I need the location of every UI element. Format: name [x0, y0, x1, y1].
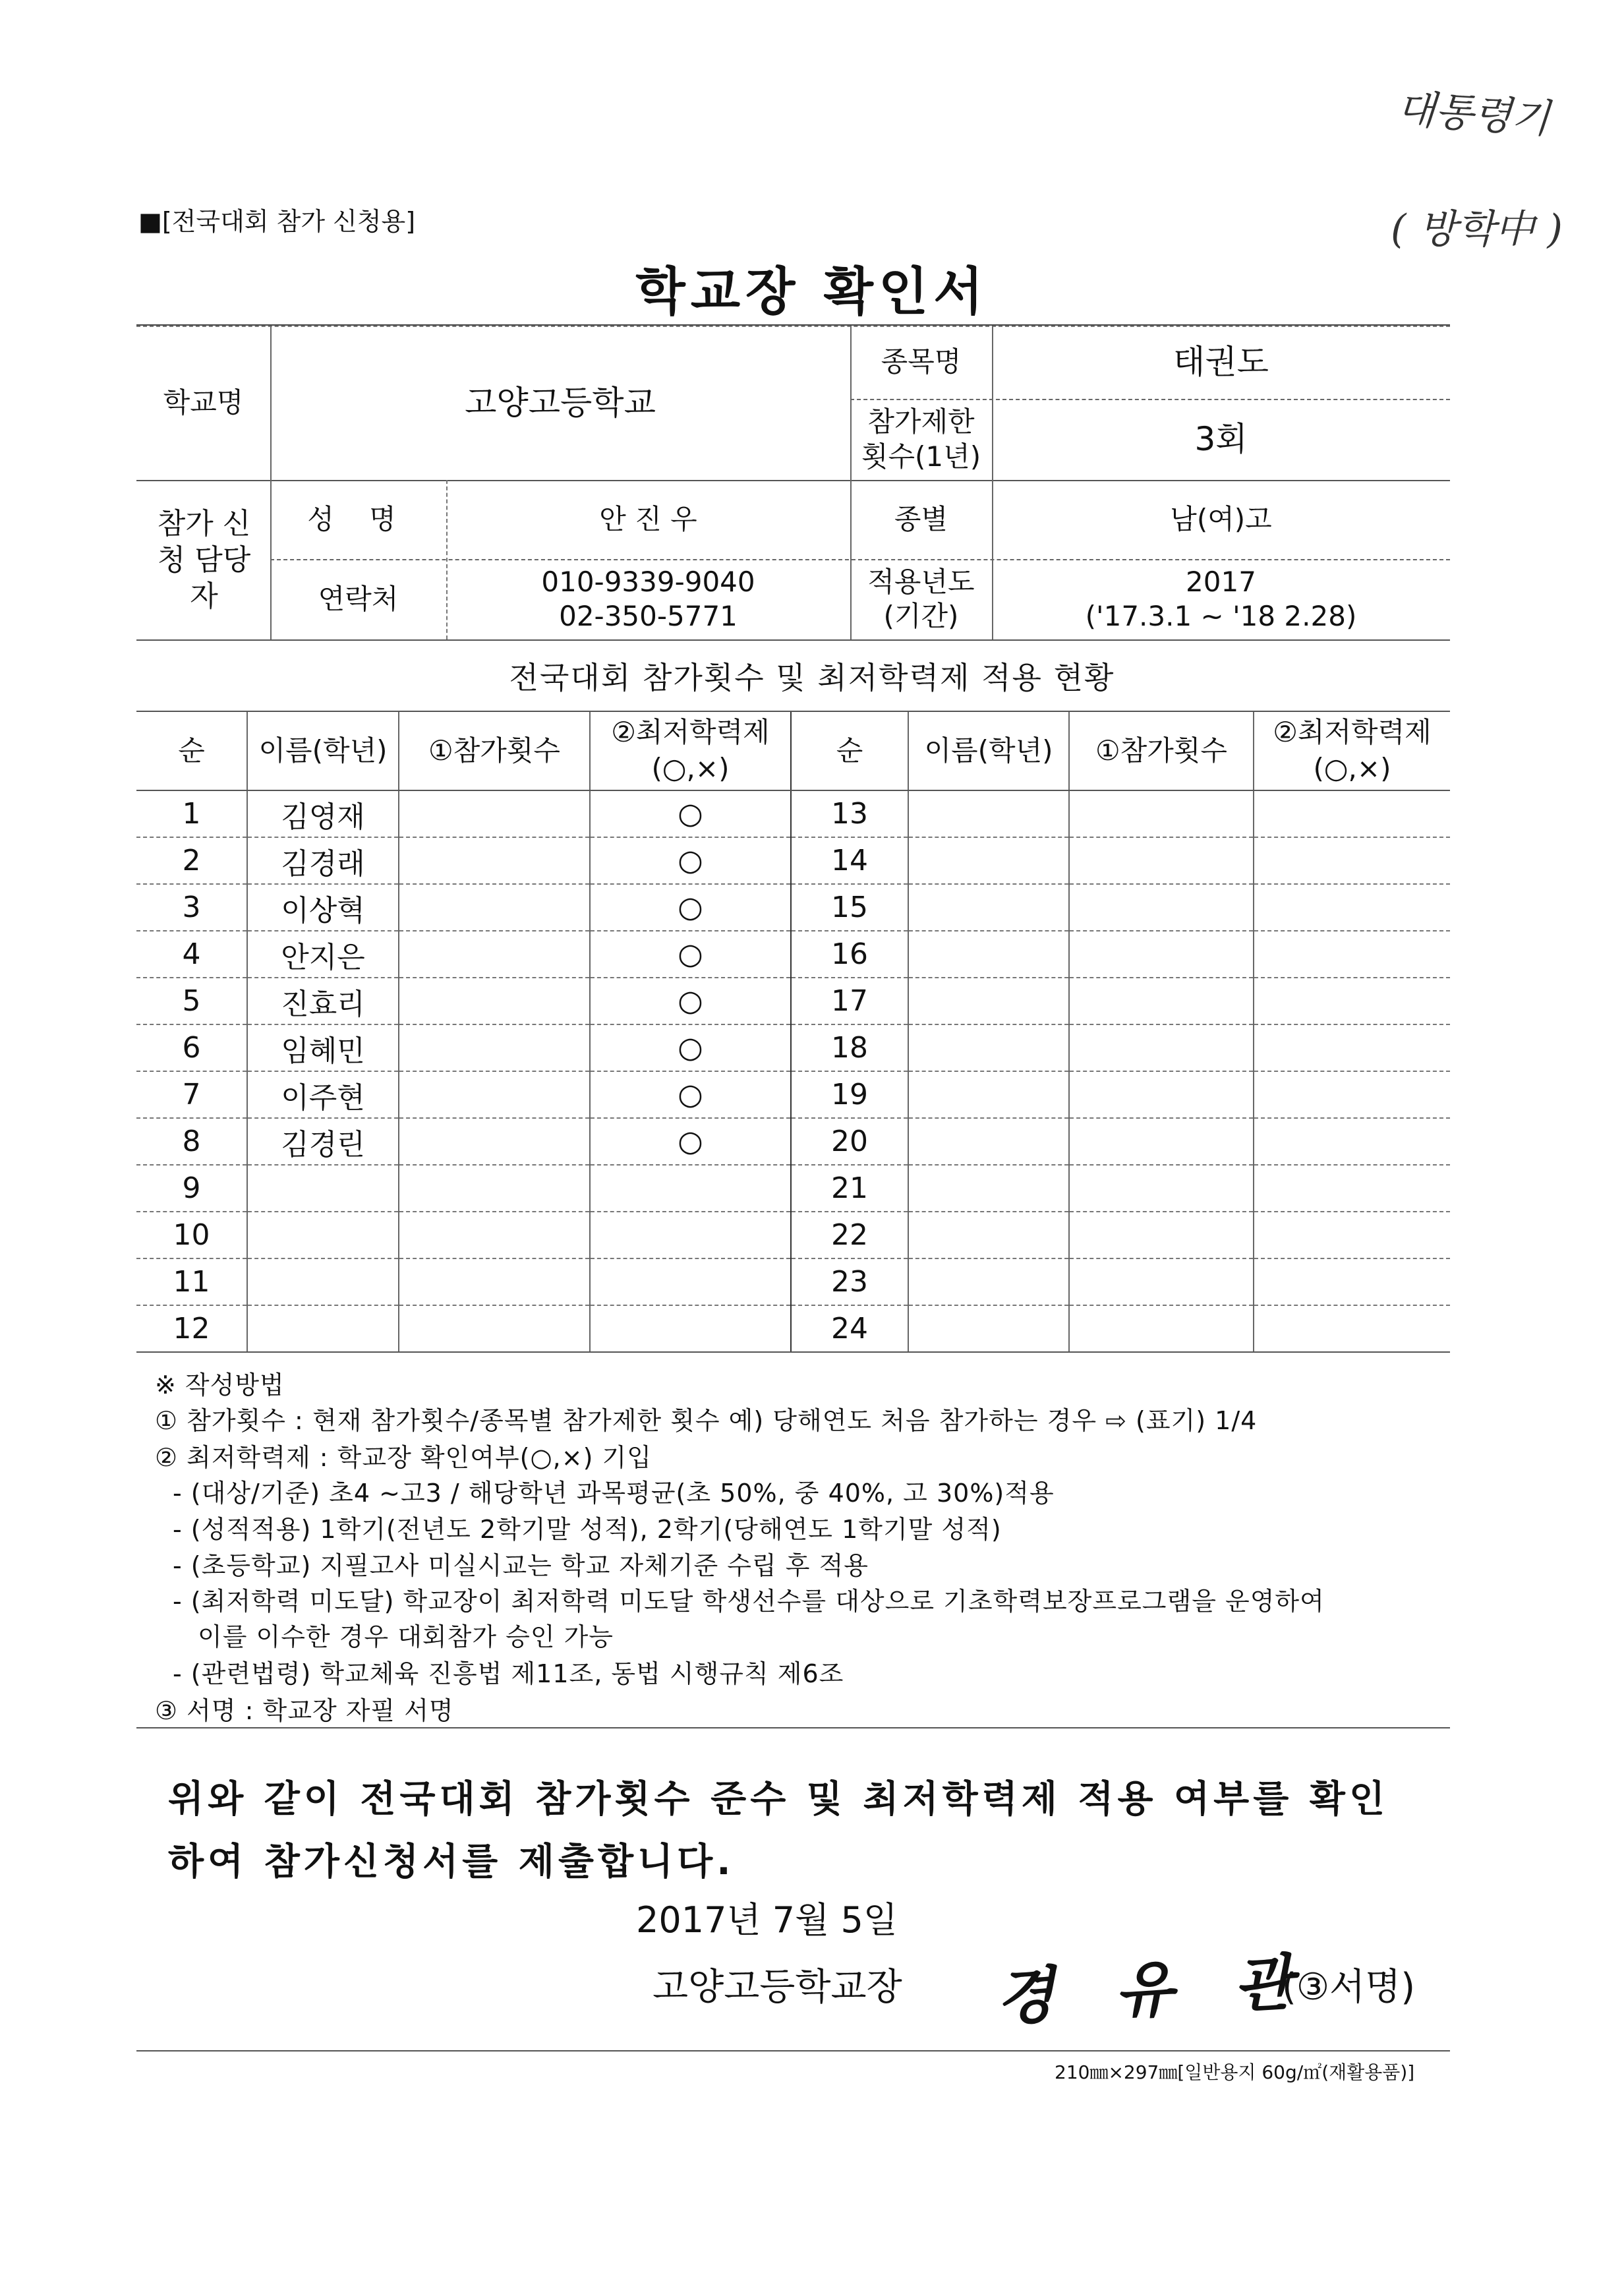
instruction-subitem: - (최저학력 미도달) 학교장이 최저학력 미도달 학생선수를 대상으로 기초학력보장프로그램을 운영하여 [173, 1587, 1325, 1616]
row-mark [1254, 837, 1450, 884]
row-mark [1254, 978, 1450, 1024]
period-value: ('17.3.1 ~ '18 2.28) [1085, 600, 1357, 632]
row-count [1069, 837, 1254, 884]
name-value: 안 진 우 [599, 502, 697, 535]
row-mark [1254, 1118, 1450, 1165]
table-row [136, 978, 1450, 1024]
applicant-label: 참가 신청 담당자 [157, 506, 251, 613]
contact-mobile: 010-9339-9040 [541, 565, 755, 598]
header-min-academic: ②최저학력제 (○,×) [1254, 712, 1450, 790]
table-row [136, 884, 1450, 931]
row-name [908, 1071, 1069, 1118]
row-mark [1254, 931, 1450, 978]
name-label: 성 명 [307, 502, 409, 535]
row-no: 15 [791, 884, 908, 931]
table-row [136, 1024, 1450, 1071]
row-count [399, 1118, 590, 1165]
row-no: 8 [136, 1118, 247, 1165]
school-name-value: 고양고등학교 [465, 383, 656, 422]
table-row [136, 931, 1450, 978]
row-no: 24 [791, 1305, 908, 1352]
declaration-line2: 하여 참가신청서를 제출합니다. [168, 1841, 735, 1883]
row-name: 안지은 [247, 931, 399, 978]
row-mark: ○ [590, 837, 791, 884]
row-mark [1254, 884, 1450, 931]
instruction-subitem: - (초등학교) 지필고사 미실시교는 학교 자체기준 수립 후 적용 [173, 1551, 869, 1580]
row-name [908, 790, 1069, 837]
table-row [136, 1165, 1450, 1212]
header-name: 이름(학년) [908, 712, 1069, 790]
table-row [136, 1118, 1450, 1165]
row-name [908, 1165, 1069, 1212]
row-name: 임혜민 [247, 1024, 399, 1071]
row-name [247, 1212, 399, 1258]
row-name: 진효리 [247, 978, 399, 1024]
row-mark: ○ [590, 978, 791, 1024]
table-row [136, 1212, 1450, 1258]
row-no: 4 [136, 931, 247, 978]
contact-values [446, 559, 850, 639]
row-count [1069, 790, 1254, 837]
row-count [399, 931, 590, 978]
row-mark: ○ [590, 790, 791, 837]
row-mark: ○ [590, 1071, 791, 1118]
category-value: 남(여)고 [1170, 502, 1272, 535]
contact-phone: 02-350-5771 [559, 600, 738, 632]
table-row [136, 790, 1450, 837]
row-count [1069, 1165, 1254, 1212]
row-name [908, 931, 1069, 978]
table-row [136, 1305, 1450, 1352]
row-mark [590, 1212, 791, 1258]
header-no: 순 [791, 712, 908, 790]
handwritten-note-line1: 대통령기 [1395, 85, 1552, 142]
row-mark: ○ [590, 1118, 791, 1165]
row-mark: ○ [590, 884, 791, 931]
row-no: 13 [791, 790, 908, 837]
row-no: 14 [791, 837, 908, 884]
row-mark [1254, 1071, 1450, 1118]
row-name [247, 1165, 399, 1212]
row-no: 19 [791, 1071, 908, 1118]
header-count: ①참가횟수 [399, 712, 590, 790]
row-no: 7 [136, 1071, 247, 1118]
row-count [399, 1212, 590, 1258]
row-no: 1 [136, 790, 247, 837]
row-no: 16 [791, 931, 908, 978]
row-name [908, 978, 1069, 1024]
row-count [1069, 1258, 1254, 1305]
table-row [136, 1258, 1450, 1305]
row-no: 6 [136, 1024, 247, 1071]
row-name [908, 1024, 1069, 1071]
row-mark [590, 1305, 791, 1352]
year-value: 2017 [1186, 565, 1256, 598]
contact-label: 연락처 [318, 582, 399, 615]
row-no: 2 [136, 837, 247, 884]
row-no: 23 [791, 1258, 908, 1305]
year-values [992, 559, 1450, 639]
row-mark [1254, 1165, 1450, 1212]
form-tag: ■[전국대회 참가 신청용] [138, 207, 416, 236]
row-count [399, 978, 590, 1024]
row-name [908, 837, 1069, 884]
instruction-item: ③ 서명 : 학교장 자필 서명 [155, 1696, 454, 1725]
document-title: 학교장 확인서 [635, 262, 989, 322]
row-mark [1254, 1258, 1450, 1305]
limit-value: 3회 [1194, 420, 1248, 459]
row-count [1069, 1118, 1254, 1165]
row-no: 9 [136, 1165, 247, 1212]
limit-label: 참가제한 횟수(1년) [861, 405, 981, 473]
instruction-subitem: - (성적적용) 1학기(전년도 2학기말 성적), 2학기(당해연도 1학기말 성적) [173, 1515, 1002, 1544]
row-name: 김영재 [247, 790, 399, 837]
row-count [1069, 1071, 1254, 1118]
row-count [399, 790, 590, 837]
row-count [1069, 978, 1254, 1024]
handwritten-note-line2: ( 방학中 ) [1391, 206, 1563, 252]
declaration-line1: 위와 같이 전국대회 참가횟수 준수 및 최저학력제 적용 여부를 확인 [168, 1778, 1389, 1821]
row-name: 이상혁 [247, 884, 399, 931]
row-count [399, 884, 590, 931]
row-count [399, 837, 590, 884]
row-name [247, 1258, 399, 1305]
row-name: 김경린 [247, 1118, 399, 1165]
paper-spec: 210㎜×297㎜[일반용지 60g/㎡(재활용품)] [1055, 2061, 1415, 2083]
row-no: 21 [791, 1165, 908, 1212]
row-name [908, 884, 1069, 931]
instruction-item: ② 최저학력제 : 학교장 확인여부(○,×) 기입 [155, 1443, 652, 1472]
row-mark: ○ [590, 931, 791, 978]
row-no: 17 [791, 978, 908, 1024]
sign-note: (③서명) [1282, 1966, 1416, 2009]
row-count [399, 1165, 590, 1212]
row-name [908, 1212, 1069, 1258]
sport-value: 태권도 [1173, 343, 1269, 382]
sign-date: 2017년 7월 5일 [636, 1899, 898, 1941]
instruction-subitem: - (관련법령) 학교체육 진흥법 제11조, 동법 시행규칙 제6조 [173, 1659, 844, 1688]
row-name: 이주현 [247, 1071, 399, 1118]
row-no: 18 [791, 1024, 908, 1071]
row-mark [1254, 790, 1450, 837]
row-count [1069, 1305, 1254, 1352]
header-no: 순 [136, 712, 247, 790]
sign-school: 고양고등학교장 [652, 1966, 902, 2009]
row-count [399, 1071, 590, 1118]
row-count [1069, 931, 1254, 978]
row-mark [1254, 1305, 1450, 1352]
row-count [399, 1258, 590, 1305]
instruction-subitem: - (대상/기준) 초4 ~고3 / 해당학년 과목평균(초 50%, 중 40%, 고 30%)적용 [173, 1479, 1055, 1508]
row-no: 22 [791, 1212, 908, 1258]
header-name: 이름(학년) [247, 712, 399, 790]
row-count [1069, 884, 1254, 931]
instruction-subitem: 이를 이수한 경우 대회참가 승인 가능 [198, 1622, 614, 1651]
table-row [136, 837, 1450, 884]
header-count: ①참가횟수 [1069, 712, 1254, 790]
row-no: 12 [136, 1305, 247, 1352]
row-count [399, 1024, 590, 1071]
row-mark [590, 1165, 791, 1212]
row-no: 5 [136, 978, 247, 1024]
row-mark: ○ [590, 1024, 791, 1071]
header-min-academic: ②최저학력제 (○,×) [590, 712, 791, 790]
row-name [908, 1305, 1069, 1352]
instruction-item: ① 참가횟수 : 현재 참가횟수/종목별 참가제한 횟수 예) 당해연도 처음 참가하는 경우 ⇨ (표기) 1/4 [155, 1406, 1258, 1435]
row-count [1069, 1212, 1254, 1258]
row-mark [590, 1258, 791, 1305]
row-name [247, 1305, 399, 1352]
row-mark [1254, 1212, 1450, 1258]
participation-table [136, 712, 1450, 1353]
table-header-row [136, 712, 1450, 790]
principal-signature: 경 유 관 [993, 1945, 1314, 2034]
row-name [908, 1258, 1069, 1305]
row-count [1069, 1024, 1254, 1071]
row-name [908, 1118, 1069, 1165]
row-no: 11 [136, 1258, 247, 1305]
row-no: 10 [136, 1212, 247, 1258]
row-no: 3 [136, 884, 247, 931]
table-row [136, 1071, 1450, 1118]
school-name-label: 학교명 [163, 386, 244, 419]
year-label: 적용년도 (기간) [867, 565, 975, 632]
status-heading: 전국대회 참가횟수 및 최저학력제 적용 현황 [509, 660, 1115, 695]
row-no: 20 [791, 1118, 908, 1165]
instructions-heading: ※ 작성방법 [155, 1371, 285, 1400]
row-name: 김경래 [247, 837, 399, 884]
row-count [399, 1305, 590, 1352]
row-mark [1254, 1024, 1450, 1071]
category-label: 종별 [894, 502, 948, 535]
sport-label: 종목명 [881, 345, 962, 378]
